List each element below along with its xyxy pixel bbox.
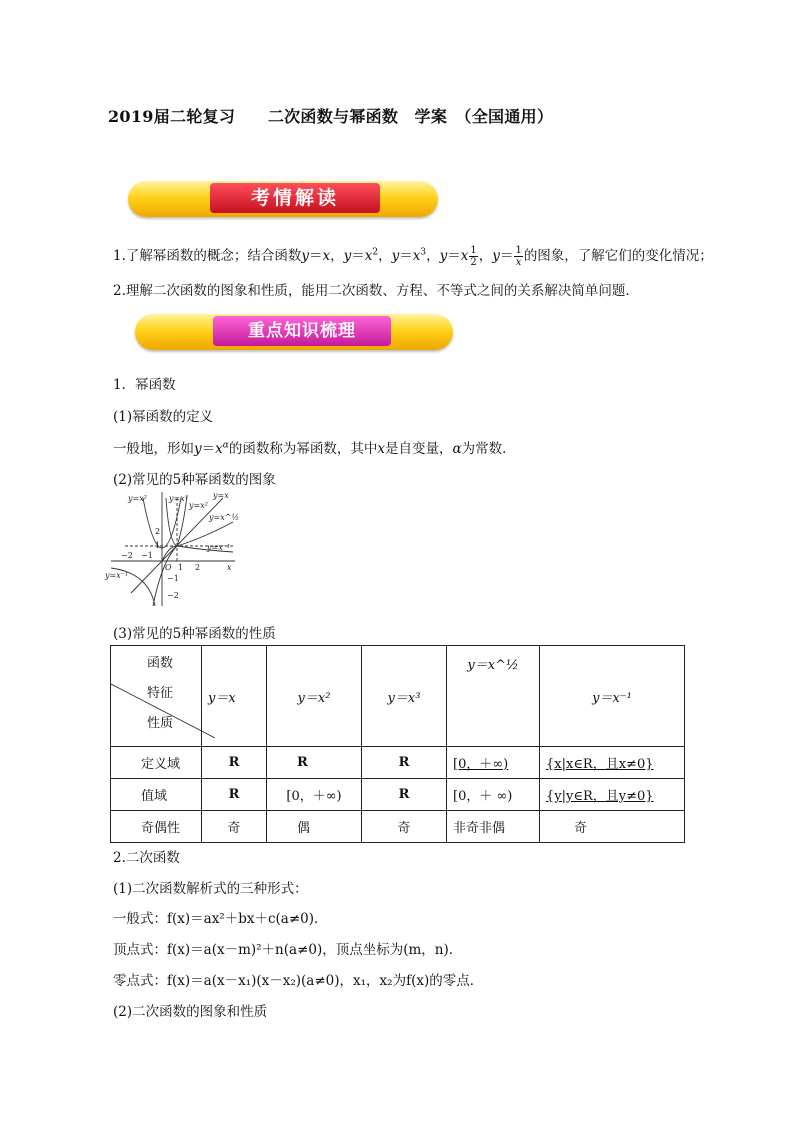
graph-label: y=x⁻¹ — [207, 543, 231, 552]
graph-label: y=x — [213, 491, 229, 500]
table-cell: [0，＋∞) — [267, 779, 362, 811]
power-function-graph — [103, 488, 243, 610]
graph-tick: O — [165, 563, 172, 572]
row-label: 定义域 — [111, 747, 202, 779]
curve-x3 — [153, 496, 187, 606]
table-cell: 奇 — [540, 811, 685, 843]
table-cell: R — [362, 779, 447, 811]
graph-tick: 2 — [195, 563, 201, 572]
table-row — [111, 779, 685, 811]
def-text-x: x — [377, 441, 385, 457]
table-cell: {y|y∈R，且y≠0} — [540, 779, 685, 811]
document-title: 2019届二轮复习 二次函数与幂函数 学案 （全国通用） — [108, 107, 554, 126]
def-text-pre: 一般地，形如 — [113, 441, 194, 457]
graph-tick: −2 — [121, 551, 133, 560]
graph-tick: −2 — [167, 591, 179, 600]
table-cell: R — [267, 747, 362, 779]
quadratic-graph-heading: (2)二次函数的图象和性质 — [113, 1004, 268, 1020]
objective-1: 1.了解幂函数的概念；结合函数y＝x，$y=x^2$，$y=x^3$，y＝x $\frac{1}{2}$ ，y＝ $\frac{1}{x}$ 的图象，了解它们的变化情况； — [113, 245, 713, 268]
def-text-end: 为常数． — [461, 441, 516, 457]
section2-heading: 2.二次函数 — [113, 850, 180, 866]
table-cell: [0，＋ ∞) — [447, 779, 540, 811]
column-header: y＝x³ — [362, 646, 447, 747]
section1-heading: 1．幂函数 — [113, 377, 176, 393]
banner-key-knowledge — [135, 314, 453, 350]
def-text-post: 的函数称为幂函数，其中 — [228, 441, 378, 457]
table-cell: [0，＋∞) — [447, 747, 540, 779]
column-header: y＝x² — [267, 646, 362, 747]
vertex-form: 顶点式：f(x)＝a(x－m)²＋n(a≠0)，顶点坐标为(m，n)． — [113, 942, 463, 958]
zero-form: 零点式：f(x)＝a(x－x₁)(x－x₂)(a≠0)，x₁，x₂为f(x)的零点． — [113, 973, 484, 989]
graph-tick: 2 — [155, 527, 161, 536]
column-header: y＝x^½ — [447, 646, 540, 747]
graph-tick: 1 — [178, 563, 184, 572]
table-cell: 奇 — [362, 811, 447, 843]
objective-2: 2.理解二次函数的图象和性质，能用二次函数、方程、不等式之间的关系解决简单问题． — [113, 283, 639, 299]
def-text-mid: 是自变量， — [384, 441, 453, 457]
graph-tick: −1 — [141, 551, 153, 560]
row-label: 值域 — [111, 779, 202, 811]
table-cell: 偶 — [267, 811, 362, 843]
corner-label: 性质 — [147, 716, 174, 731]
def-text: 一般地，形如$y=x^\alpha$的函数称为幂函数，其中x是自变量，α为常数． — [113, 440, 516, 457]
def-heading: (1)幂函数的定义 — [113, 409, 214, 425]
graph-label: y=x² — [189, 501, 208, 510]
general-form: 一般式：f(x)＝ax²＋bx＋c(a≠0)． — [113, 911, 328, 927]
graph-tick: 1 — [155, 541, 161, 550]
table-corner-cell — [111, 646, 202, 747]
objective-1-text: 1.了解幂函数的概念；结合函数 — [113, 248, 302, 264]
power-function-properties-table — [110, 645, 685, 843]
table-cell: 非奇非偶 — [447, 811, 540, 843]
column-header: y＝x⁻¹ — [540, 646, 685, 747]
table-row — [111, 747, 685, 779]
props-heading: (3)常见的5种幂函数的性质 — [113, 626, 276, 642]
banner-exam-analysis — [128, 181, 438, 217]
graph-heading: (2)常见的5种幂函数的图象 — [113, 472, 276, 488]
banner-exam-analysis-label: 考情解读 — [210, 183, 380, 213]
graph-label: y=x³ — [169, 494, 188, 503]
table-row — [111, 811, 685, 843]
column-header: y＝x — [202, 646, 267, 747]
table-cell: 奇 — [202, 811, 267, 843]
def-text-alpha: α — [452, 441, 462, 457]
corner-label: 函数 — [147, 656, 174, 671]
banner-key-knowledge-label: 重点知识梳理 — [213, 316, 391, 346]
row-label: 奇偶性 — [111, 811, 202, 843]
curve-sqrt — [162, 522, 233, 561]
graph-tick: x — [227, 563, 232, 572]
table-cell: {x|x∈R，且x≠0} — [540, 747, 685, 779]
objective-1-text-end: 的图象，了解它们的变化情况； — [523, 248, 713, 264]
graph-label: y=x^½ — [209, 513, 240, 522]
forms-heading: (1)二次函数解析式的三种形式： — [113, 881, 308, 897]
table-cell: R — [202, 747, 267, 779]
table-cell: R — [362, 747, 447, 779]
graph-label: y=x² — [128, 494, 147, 503]
table-cell: R — [202, 779, 267, 811]
graph-tick: −1 — [167, 574, 179, 583]
corner-label: 特征 — [147, 686, 174, 701]
graph-label: y=x⁻¹ — [105, 571, 129, 580]
